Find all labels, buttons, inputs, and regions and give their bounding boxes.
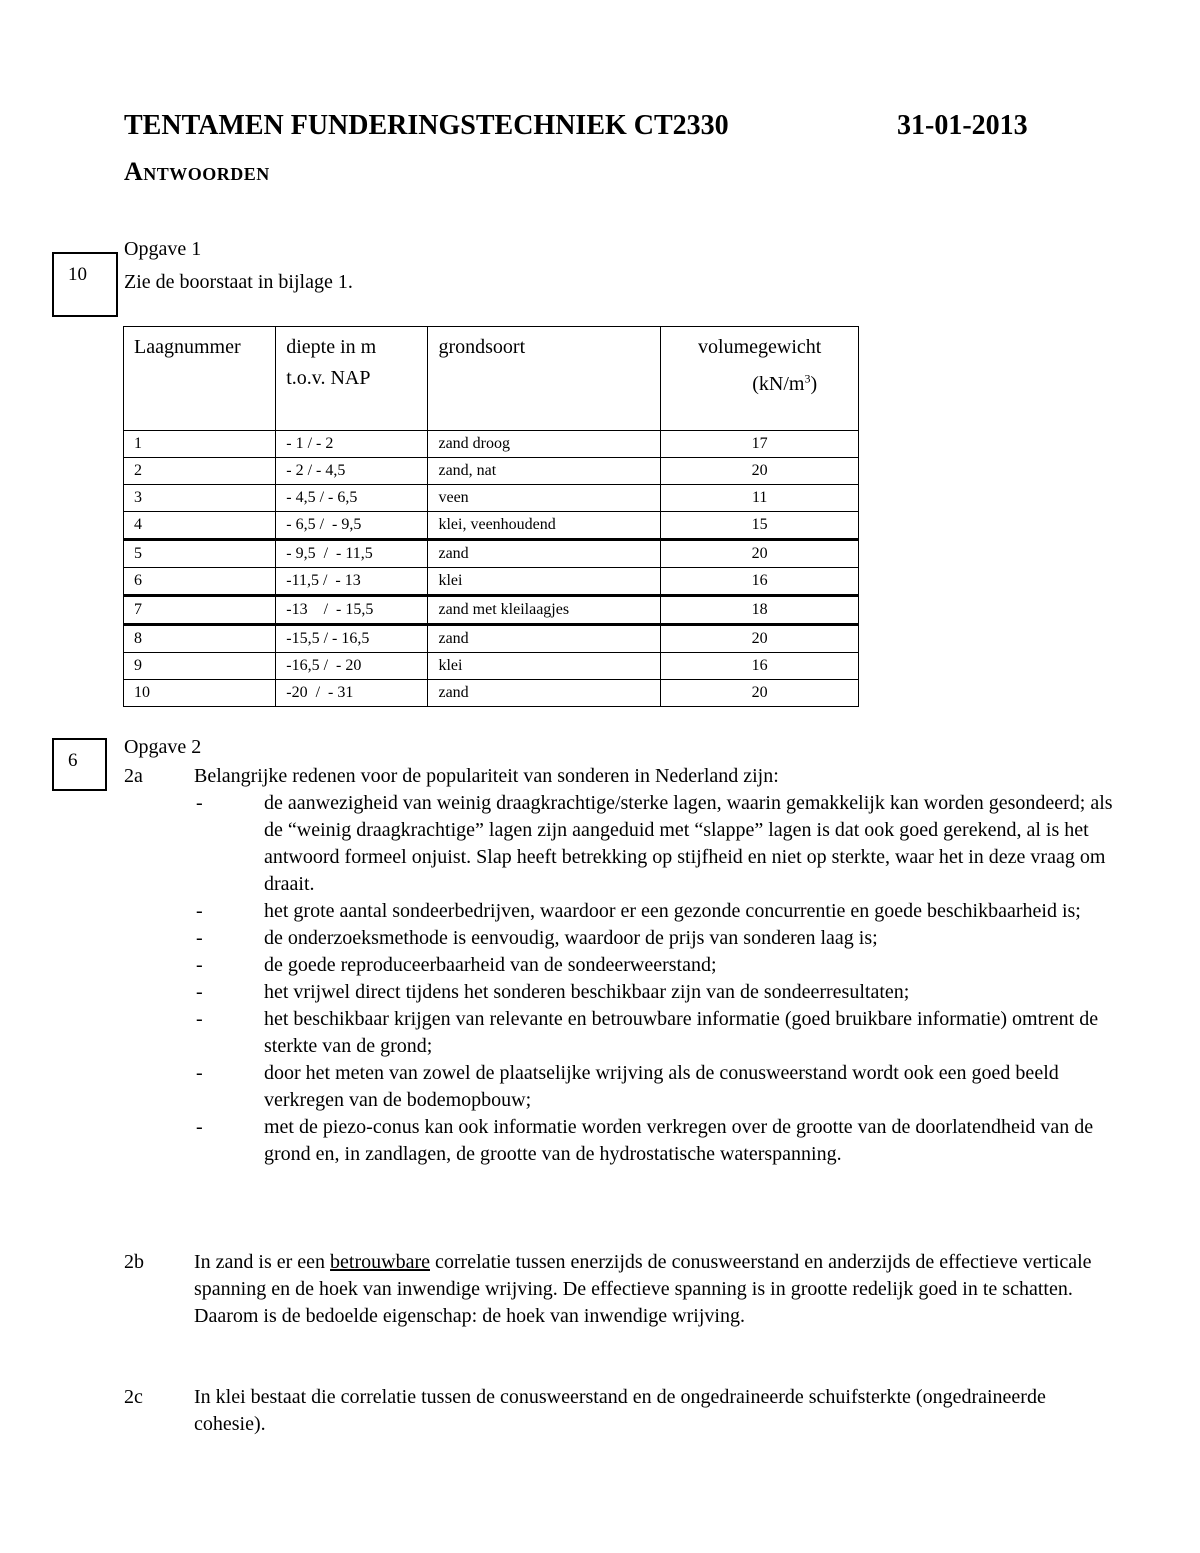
cell-diepte: - 6,5 / - 9,5 xyxy=(276,512,428,540)
cell-laagnummer: 10 xyxy=(124,680,276,707)
list-item xyxy=(194,790,1129,898)
list-item xyxy=(194,1060,1129,1114)
cell-grondsoort: zand, nat xyxy=(428,458,661,485)
bullet-text: het beschikbaar krijgen van relevante en betrouwbare informatie (goed bruikbare informatie) omtrent de sterkte van de grond; xyxy=(264,1008,1099,1057)
cell-diepte: - 1 / - 2 xyxy=(276,431,428,458)
cell-grondsoort: klei xyxy=(428,653,661,680)
cell-volumegewicht: 20 xyxy=(661,680,859,707)
header-unit-close: ) xyxy=(810,372,818,395)
cell-laagnummer: 5 xyxy=(124,540,276,568)
answer-2b-underlined: betrouwbare xyxy=(330,1251,430,1273)
table-body xyxy=(124,431,859,707)
document-subtitle: Antwoorden xyxy=(124,157,270,186)
cell-volumegewicht: 16 xyxy=(661,568,859,596)
bullet-text: met de piezo-conus kan ook informatie worden verkregen over de grootte van de doorlatendheid van de grond en, in zandlagen, de grootte van de hydrostatische waterspanning. xyxy=(264,1116,1094,1165)
table-row xyxy=(124,512,859,540)
opgave-1-heading: Opgave 1 xyxy=(124,238,202,260)
cell-diepte: -16,5 / - 20 xyxy=(276,653,428,680)
bullet-dash: - xyxy=(196,927,203,949)
document-title: TENTAMEN FUNDERINGSTECHNIEK CT2330 xyxy=(124,110,729,141)
answer-2b-text xyxy=(194,1249,1114,1330)
bullet-text: de aanwezigheid van weinig draagkrachtige/sterke lagen, waarin gemakkelijk kan worden gesondeerd; als de “weinig draagkrachtige” lagen zijn aangeduid met “slappe” lagen is dat ook goed gerekend, al is het antwoord formeel onjuist. Slap heeft betrekking op stijfheid en niet op sterkte, waar het in deze vraag om draait. xyxy=(264,792,1113,895)
answer-2b-pre: In zand is er een xyxy=(194,1251,331,1273)
cell-volumegewicht: 20 xyxy=(661,540,859,568)
table-header-row xyxy=(124,327,859,431)
cell-laagnummer: 1 xyxy=(124,431,276,458)
table-row xyxy=(124,540,859,568)
table-row xyxy=(124,625,859,653)
header-diepte-line2: t.o.v. NAP xyxy=(286,367,371,389)
answer-2a-bullet-list xyxy=(194,790,1129,1168)
cell-diepte: -13 / - 15,5 xyxy=(276,596,428,625)
list-item xyxy=(194,925,1129,952)
cell-grondsoort: zand xyxy=(428,680,661,707)
header-diepte xyxy=(276,327,428,431)
cell-laagnummer: 2 xyxy=(124,458,276,485)
table-row xyxy=(124,596,859,625)
cell-diepte: - 9,5 / - 11,5 xyxy=(276,540,428,568)
cell-grondsoort: zand droog xyxy=(428,431,661,458)
table-row xyxy=(124,653,859,680)
cell-laagnummer: 3 xyxy=(124,485,276,512)
answer-2a-label: 2a xyxy=(124,765,143,787)
table-row xyxy=(124,431,859,458)
cell-grondsoort: veen xyxy=(428,485,661,512)
bullet-dash: - xyxy=(196,1116,203,1138)
list-item xyxy=(194,952,1129,979)
table-row xyxy=(124,680,859,707)
cell-laagnummer: 9 xyxy=(124,653,276,680)
bullet-text: door het meten van zowel de plaatselijke wrijving als de conusweerstand wordt ook een goed beeld verkregen van de bodemopbouw; xyxy=(264,1062,1059,1111)
cell-laagnummer: 4 xyxy=(124,512,276,540)
cell-volumegewicht: 16 xyxy=(661,653,859,680)
score-box-opgave-1: 10 xyxy=(52,252,118,317)
opgave-1-intro: Zie de boorstaat in bijlage 1. xyxy=(124,271,353,293)
list-item xyxy=(194,979,1129,1006)
answer-2b-post: correlatie tussen enerzijds de conusweerstand en anderzijds de effectieve verticale spanning en de hoek van inwendige wrijving. De effectieve spanning is in grootte redelijk goed in te schatten. Daarom is de bedoelde eigenschap: de hoek van inwendige wrijving. xyxy=(194,1251,1092,1327)
header-volumegewicht xyxy=(661,327,859,431)
bullet-text: het grote aantal sondeerbedrijven, waardoor er een gezonde concurrentie en goede beschikbaarheid is; xyxy=(264,900,1081,922)
bullet-dash: - xyxy=(196,1008,203,1030)
header-grondsoort xyxy=(428,327,661,431)
exam-date: 31-01-2013 xyxy=(897,110,1028,141)
answer-2c-text: In klei bestaat die correlatie tussen de conusweerstand en de ongedraineerde schuifsterkte (ongedraineerde cohesie). xyxy=(194,1386,1046,1435)
cell-diepte: - 2 / - 4,5 xyxy=(276,458,428,485)
header-unit-exponent: 3 xyxy=(804,371,811,385)
answer-2a-intro: Belangrijke redenen voor de populariteit van sonderen in Nederland zijn: xyxy=(194,765,779,787)
bullet-text: het vrijwel direct tijdens het sonderen beschikbaar zijn van de sondeerresultaten; xyxy=(264,981,910,1003)
cell-grondsoort: klei xyxy=(428,568,661,596)
header-laagnummer xyxy=(124,327,276,431)
bullet-dash: - xyxy=(196,1062,203,1084)
cell-laagnummer: 6 xyxy=(124,568,276,596)
header-diepte-line1: diepte in m xyxy=(286,336,377,358)
cell-volumegewicht: 20 xyxy=(661,458,859,485)
cell-grondsoort: zand met kleilaagjes xyxy=(428,596,661,625)
bullet-text: de goede reproduceerbaarheid van de sondeerweerstand; xyxy=(264,954,717,976)
cell-volumegewicht: 18 xyxy=(661,596,859,625)
header-unit-base: (kN/m xyxy=(752,372,805,395)
soil-layer-table xyxy=(123,326,859,707)
header-volumegewicht-line1: volumegewicht xyxy=(698,336,822,358)
cell-diepte: -20 / - 31 xyxy=(276,680,428,707)
cell-volumegewicht: 20 xyxy=(661,625,859,653)
cell-diepte: - 4,5 / - 6,5 xyxy=(276,485,428,512)
cell-grondsoort: zand xyxy=(428,540,661,568)
header-laagnummer-text: Laagnummer xyxy=(134,336,241,358)
cell-laagnummer: 8 xyxy=(124,625,276,653)
bullet-dash: - xyxy=(196,792,203,814)
answer-2c-label: 2c xyxy=(124,1386,143,1408)
header-grondsoort-text: grondsoort xyxy=(438,336,526,358)
bullet-dash: - xyxy=(196,981,203,1003)
score-box-opgave-2: 6 xyxy=(52,738,107,791)
bullet-dash: - xyxy=(196,954,203,976)
list-item xyxy=(194,1114,1129,1168)
list-item xyxy=(194,898,1129,925)
cell-grondsoort: klei, veenhoudend xyxy=(428,512,661,540)
cell-grondsoort: zand xyxy=(428,625,661,653)
table-row xyxy=(124,458,859,485)
cell-diepte: -15,5 / - 16,5 xyxy=(276,625,428,653)
cell-volumegewicht: 15 xyxy=(661,512,859,540)
bullet-text: de onderzoeksmethode is eenvoudig, waardoor de prijs van sonderen laag is; xyxy=(264,927,878,949)
table-row xyxy=(124,568,859,596)
answer-2b-label: 2b xyxy=(124,1251,144,1273)
list-item xyxy=(194,1006,1129,1060)
bullet-dash: - xyxy=(196,900,203,922)
opgave-2-heading: Opgave 2 xyxy=(124,736,202,758)
cell-diepte: -11,5 / - 13 xyxy=(276,568,428,596)
cell-volumegewicht: 17 xyxy=(661,431,859,458)
table-row xyxy=(124,485,859,512)
cell-laagnummer: 7 xyxy=(124,596,276,625)
cell-volumegewicht: 11 xyxy=(661,485,859,512)
